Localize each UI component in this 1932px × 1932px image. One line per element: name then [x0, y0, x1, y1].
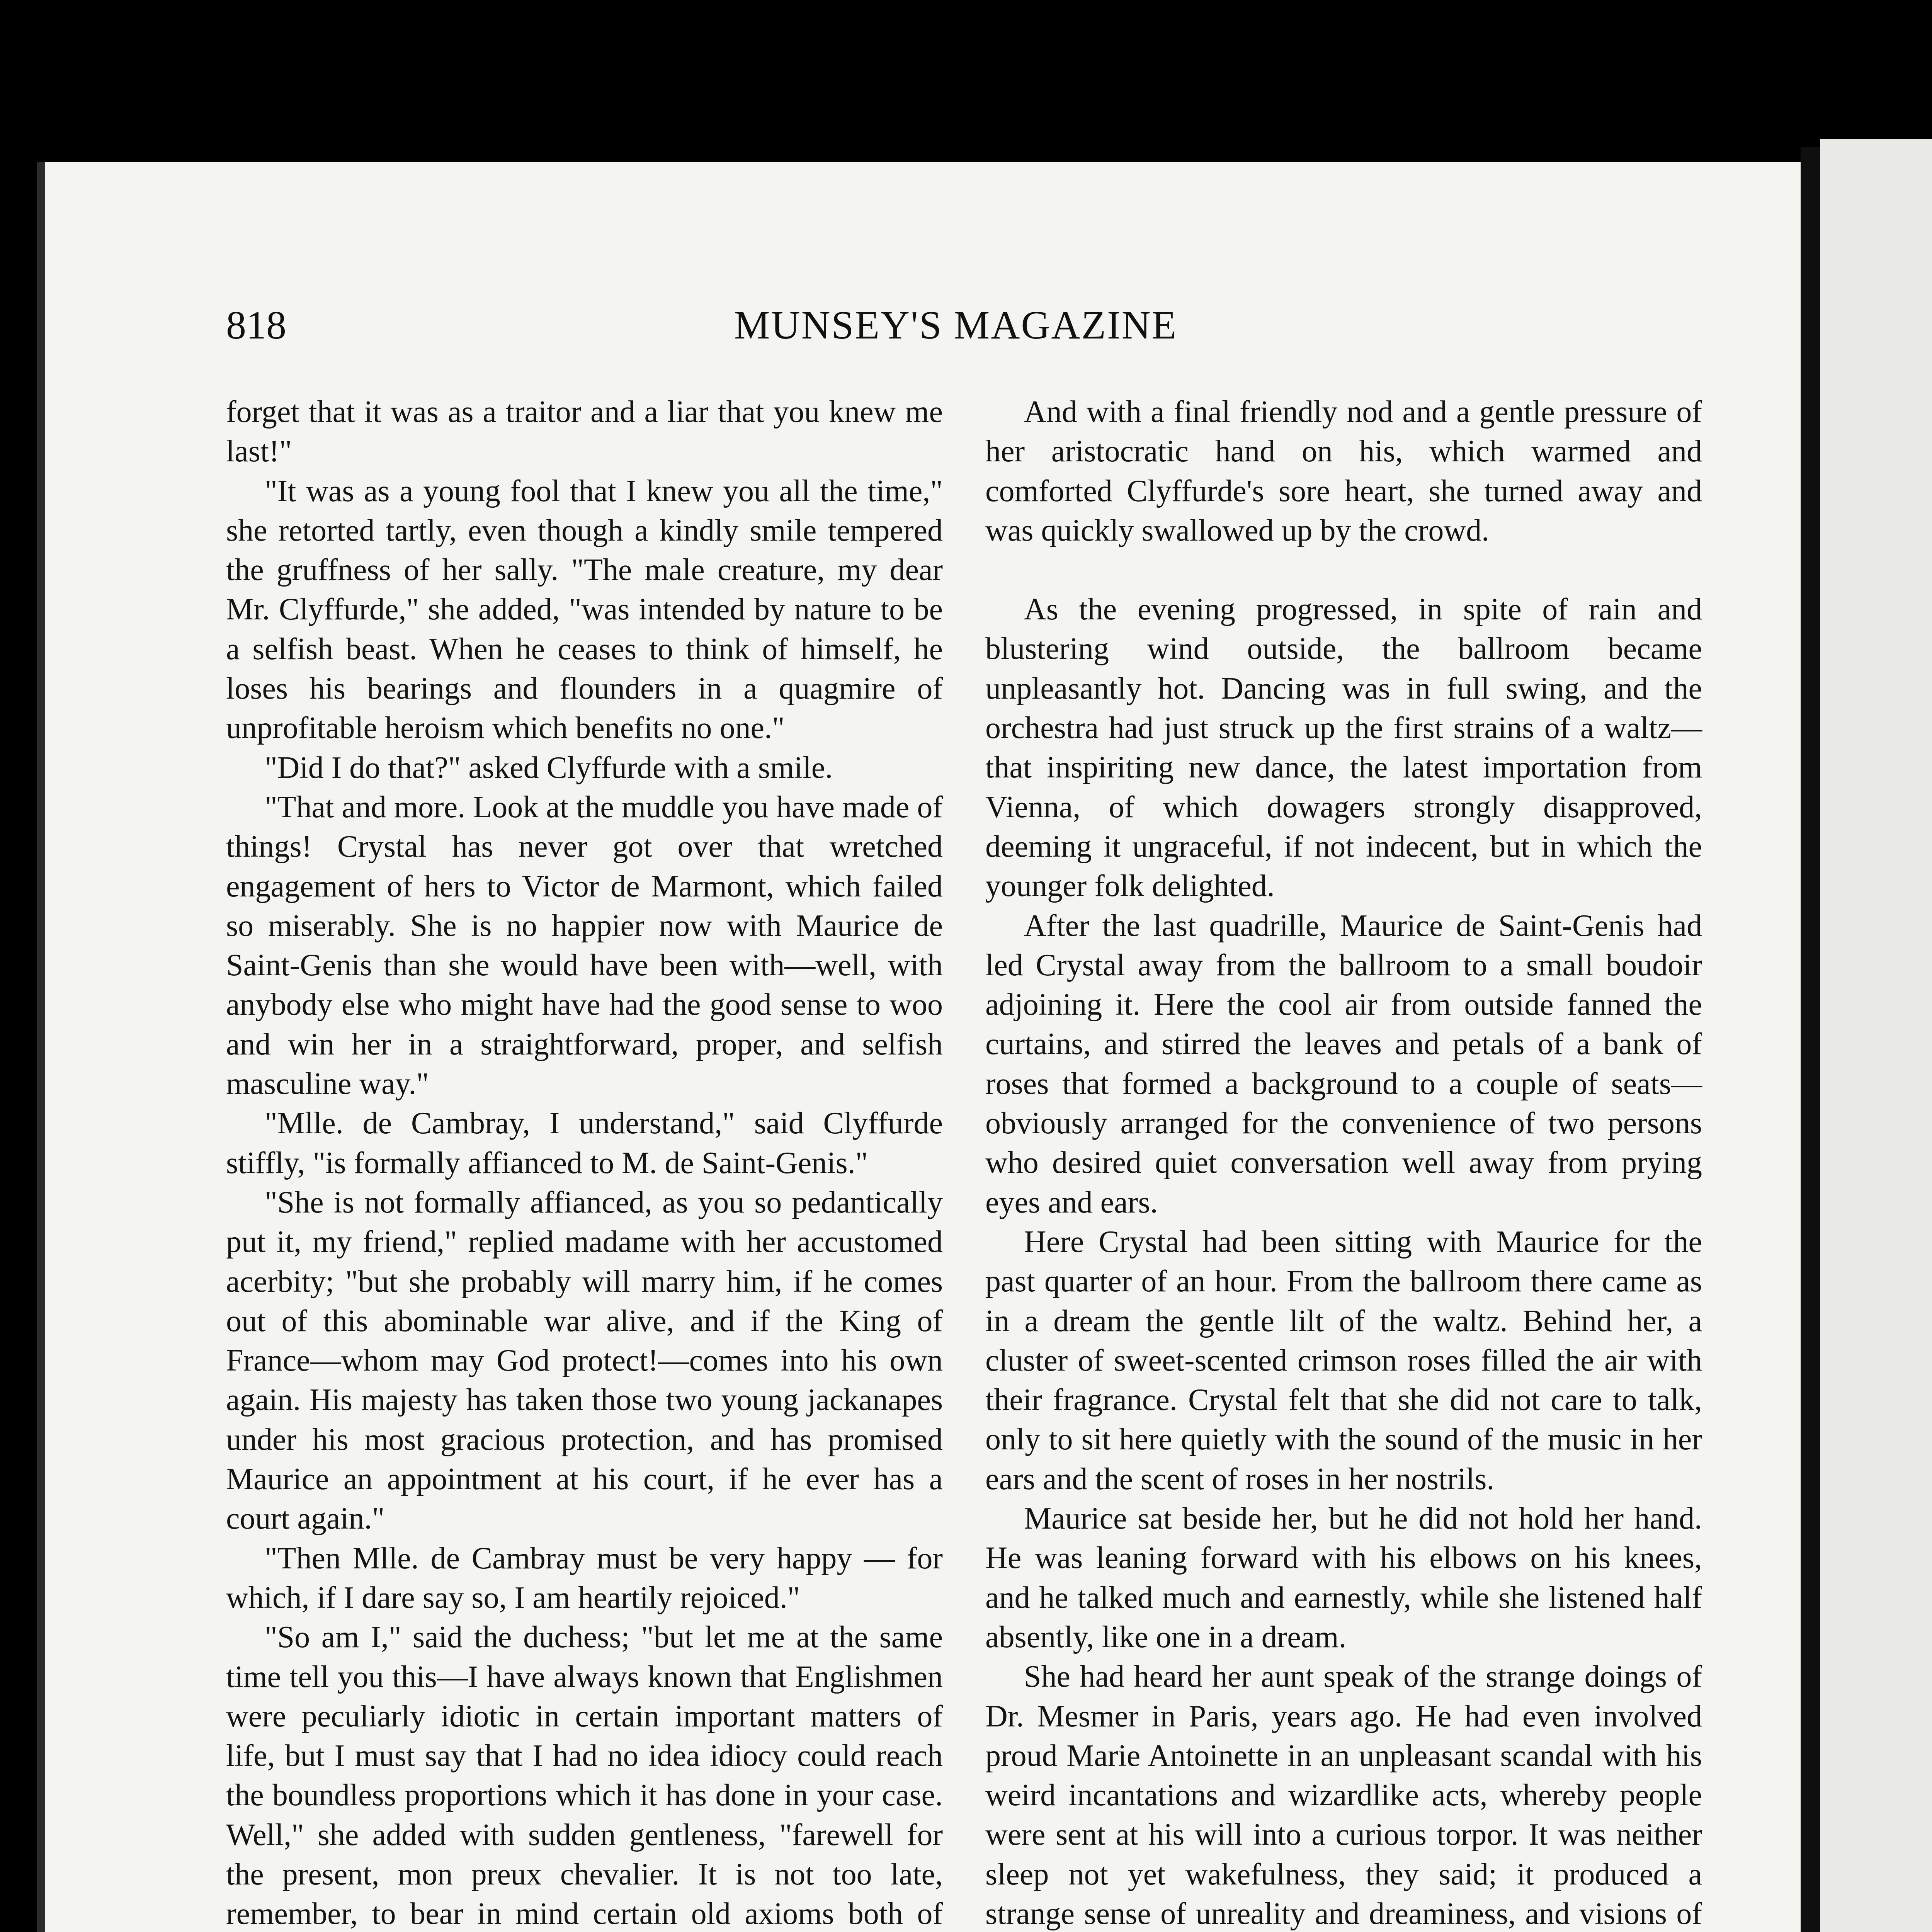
paragraph: She had heard her aunt speak of the strange doings of Dr. Mesmer in Paris, years ago. He had even involved proud Marie Antoinette in an unpleasant scandal with his weird incantations and wizardlike acts, whereby people were sent at his will into a curious torpor. It was neither sleep not yet wakefulness, they said; it produced a strange sense of unreality and dreaminess, and visions of: [985, 1660, 1702, 1931]
paragraph: "It was as a young fool that I knew you all the time," she retorted tartly, even though a kindly smile tempered the gruffness of her sally. "The male creature, my dear Mr. Clyffurde," she added, "was intended by nature to be a selfish beast. When he ceases to think of himself, he loses his bearings and flounders in a quagmire of unprofitable heroism which benefits no one.": [226, 474, 943, 745]
page-number: 818: [226, 303, 286, 347]
paragraph: Here Crystal had been sitting with Maurice for the past quarter of an hour. From the ballroom there came as in a dream the gentle lilt of the waltz. Behind her, a cluster of sweet-scented crimson roses filled the air with their fragrance. Crystal felt that she did not care to talk, only to sit here quietly with the sound of the music in her ears and the scent of roses in her nostrils.: [985, 1225, 1702, 1496]
left-text-column: [226, 392, 943, 1932]
running-title: MUNSEY'S MAGAZINE: [734, 303, 1178, 347]
paragraph: And with a final friendly nod and a gentle pressure of her aristocratic hand on his, which warmed and comforted Clyffurde's sore heart, she turned away and was quickly swallowed up by the crowd.: [985, 395, 1702, 548]
paragraph: "Did I do that?" asked Clyffurde with a smile.: [265, 750, 833, 785]
paragraph: "She is not formally affianced, as you so pedantically put it, my friend," replied madame with her accustomed acerbity; "but she probably will marry him, if he comes out of this abominable war alive, and if the King of France—whom may God protect!—comes into his own again. His majesty has taken those two young jackanapes under his most gracious protection, and has promised Maurice an appointment at his court, if he ever has a court again.": [226, 1185, 943, 1536]
facing-page-edge: [1820, 139, 1932, 1932]
paragraph: After the last quadrille, Maurice de Saint-Genis had led Crystal away from the ballroom to a small boudoir adjoining it. Here the cool air from outside fanned the curtains, and stirred the leaves and petals of a bank of roses that formed a background to a couple of seats—obviously arranged for the convenience of two persons who desired quiet conversation well away from prying eyes and ears.: [985, 908, 1702, 1219]
right-text-column: [985, 392, 1702, 1932]
paragraph: Maurice sat beside her, but he did not hold her hand. He was leaning forward with his elbows on his knees, and he talked much and earnestly, while she listened half absently, like one in a dream.: [985, 1502, 1702, 1654]
paragraph: forget that it was as a traitor and a liar that you knew me last!": [226, 395, 943, 469]
paragraph: "Then Mlle. de Cambray must be very happy — for which, if I dare say so, I am heartily rejoiced.": [226, 1541, 943, 1615]
paragraph: As the evening progressed, in spite of rain and blustering wind outside, the ballroom became unpleasantly hot. Dancing was in full swing, and the orchestra had just struck up the first strains of a waltz—that inspiriting new dance, the latest importation from Vienna, of which dowagers strongly disapproved, deeming it ungraceful, if not indecent, but in which the younger folk delighted.: [985, 592, 1702, 903]
paragraph: "So am I," said the duchess; "but let me at the same time tell you this—I have always known that Englishmen were peculiarly idiotic in certain important matters of life, but I must say that I had no idea idiocy could reach the boundless proportions which it has done in your case. Well," she added with sudden gentleness, "farewell for the present, mon preux chevalier. It is not too late, remember, to bear in mind certain old axioms both of: [226, 1620, 943, 1931]
page-gutter: [1801, 147, 1820, 1932]
paragraph: "Mlle. de Cambray, I understand," said Clyffurde stiffly, "is formally affianced to M. de Saint-Genis.": [226, 1106, 943, 1180]
paragraph: "That and more. Look at the muddle you have made of things! Crystal has never got over that wretched engagement of hers to Victor de Marmont, which failed so miserably. She is no happier now with Maurice de Saint-Genis than she would have been with—well, with anybody else who might have had the good sense to woo and win her in a straightforward, proper, and selfish masculine way.": [226, 790, 943, 1101]
